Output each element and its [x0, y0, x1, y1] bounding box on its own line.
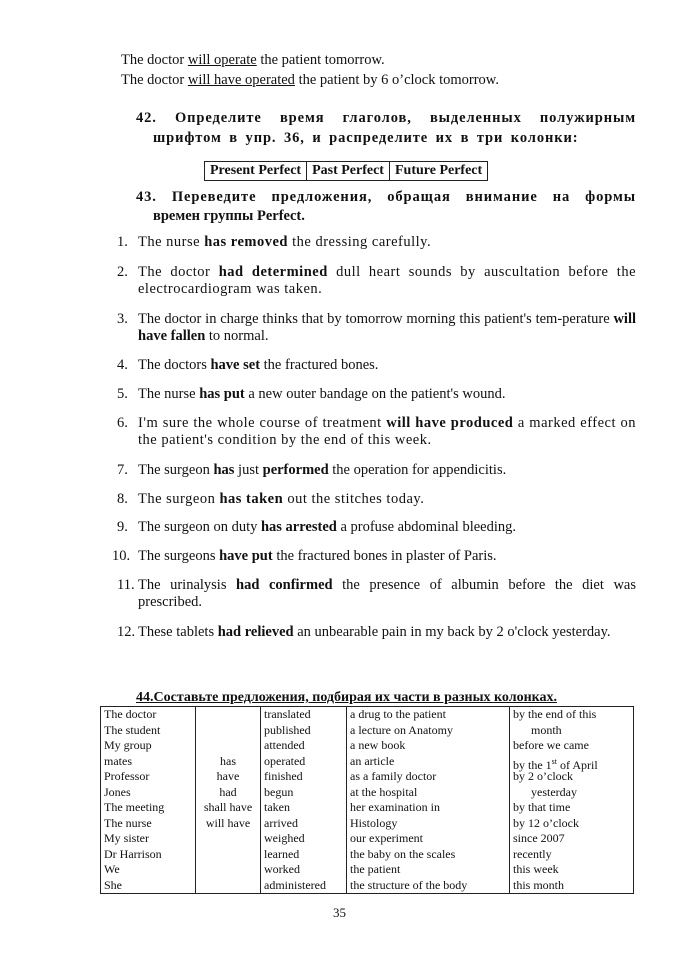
item-number: 4. — [117, 357, 128, 373]
table-cell: by 2 o’clock — [513, 769, 573, 783]
item-text: The doctors — [138, 357, 211, 373]
table-cell: weighed — [264, 831, 305, 845]
item-text: out the stitches today. — [283, 491, 425, 507]
list-item — [117, 264, 636, 298]
list-item — [117, 519, 636, 536]
table-cell: translated — [264, 707, 311, 721]
exercise-42-heading: 42. Определите время глаголов, выделенных полужирным — [136, 110, 636, 126]
bold-verb: has arrested — [260, 519, 337, 535]
item-number: 9. — [117, 519, 128, 535]
table-cell: the baby on the scales — [350, 846, 456, 861]
bold-verb: have put — [219, 548, 273, 564]
item-text: I'm sure the whole course of treatment — [138, 415, 387, 431]
table-cell: The student — [104, 722, 161, 737]
item-text: a new outer bandage on the patient's wound. — [244, 386, 506, 402]
table-cell: My group — [104, 738, 152, 752]
column-future-perfect: Future Perfect — [389, 162, 487, 181]
exercise-42-heading-cont: шрифтом в упр. 36, и распределите их в три колонки: — [153, 130, 579, 146]
item-text: The nurse — [138, 234, 205, 250]
tense-columns-table — [204, 161, 488, 181]
item-number: 1. — [117, 234, 128, 250]
item-number: 7. — [117, 462, 128, 478]
list-item — [117, 624, 636, 641]
cell-text: of April — [557, 757, 598, 772]
item-text: to normal. — [205, 328, 269, 344]
table-cell: a drug to the patient — [350, 707, 446, 721]
item-text: The urinalysis — [138, 577, 237, 593]
item-text: The surgeon — [138, 462, 214, 478]
table-cell: the patient — [350, 862, 401, 876]
item-text: The surgeons — [138, 548, 220, 564]
list-item — [117, 491, 636, 508]
list-item — [112, 548, 631, 565]
table-cell: finished — [264, 769, 303, 783]
bold-verb: will have produced — [386, 415, 514, 431]
table-cell: arrived — [264, 815, 298, 830]
column-past-perfect: Past Perfect — [307, 162, 390, 181]
item-text: These tablets — [138, 624, 218, 640]
table-cell: administered — [264, 877, 326, 892]
table-cell: shall have — [203, 800, 253, 814]
table-cell: since 2007 — [513, 831, 565, 845]
table-cell: her examination in — [350, 800, 440, 814]
table-cell: the structure of the body — [350, 877, 468, 892]
item-text: just — [234, 462, 263, 478]
exercise-44-heading: 44.Составьте предложения, подбирая их части в разных колонках. — [136, 690, 557, 705]
table-cell: The doctor — [104, 707, 157, 721]
example-text: the patient by 6 o’clock tomorrow. — [294, 72, 499, 88]
subjects-column — [101, 707, 196, 894]
table-cell: has — [220, 753, 236, 768]
table-cell: Dr Harrison — [104, 846, 162, 861]
item-number: 6. — [117, 415, 128, 431]
item-text: The doctor — [138, 264, 219, 280]
table-cell: She — [104, 877, 122, 892]
underlined-verb: will operate — [187, 52, 257, 68]
time-expressions-column — [510, 707, 634, 894]
item-text: The nurse — [138, 386, 200, 402]
list-item — [117, 462, 636, 479]
bold-verb: has — [213, 462, 235, 478]
example-sentence-future-perfect — [121, 71, 499, 89]
table-cell: We — [104, 862, 120, 876]
example-text: The doctor — [121, 72, 188, 88]
table-cell: by that time — [513, 800, 571, 814]
column-present-perfect: Present Perfect — [205, 162, 307, 181]
table-cell: The nurse — [104, 815, 152, 830]
table-cell: published — [264, 722, 311, 737]
item-number: 3. — [117, 311, 128, 327]
item-text: a marked effect on the patient's condition by the end of this week. — [138, 415, 636, 448]
item-text: the presence of albumin before the diet was prescribed. — [138, 577, 636, 610]
table-cell: our experiment — [350, 831, 423, 845]
list-item — [117, 577, 636, 611]
exercise-43-heading-cont: времен группы Perfect. — [153, 208, 305, 224]
bold-verb: had determined — [218, 264, 328, 280]
list-item — [117, 234, 636, 251]
bold-verb: will have fallen — [138, 311, 636, 344]
item-number: 8. — [117, 491, 128, 507]
table-cell: by the end of this — [513, 707, 597, 721]
item-text: the fractured bones. — [260, 357, 379, 373]
item-text: the fractured bones in plaster of Paris. — [272, 548, 497, 564]
table-cell: this month — [513, 877, 565, 892]
table-cell: by 12 o’clock — [513, 815, 579, 830]
example-sentence-future-simple — [121, 51, 385, 69]
objects-column — [347, 707, 510, 894]
table-cell: yesterday — [531, 784, 577, 799]
table-cell: have — [216, 769, 240, 783]
list-item — [117, 386, 636, 403]
bold-verb: performed — [262, 462, 329, 478]
table-cell: an article — [350, 753, 395, 768]
bold-verb: has removed — [204, 234, 288, 250]
item-number: 12. — [117, 624, 136, 640]
bold-verb: has taken — [219, 491, 284, 507]
bold-verb: have set — [210, 357, 261, 373]
table-cell: Jones — [104, 784, 131, 799]
item-text: The surgeon on duty — [138, 519, 261, 535]
underlined-verb: will have operated — [187, 72, 295, 88]
participles-column — [261, 707, 347, 894]
table-cell: taken — [264, 800, 290, 814]
item-number: 5. — [117, 386, 128, 402]
table-cell: learned — [264, 846, 300, 861]
table-cell: month — [531, 722, 562, 737]
table-cell: this week — [513, 862, 559, 876]
table-cell — [513, 754, 630, 770]
exercise-43-heading: 43. Переведите предложения, обращая внимание на формы — [136, 189, 636, 205]
item-text: a profuse abdominal bleeding. — [336, 519, 517, 535]
table-cell: begun — [264, 784, 294, 799]
item-number: 10. — [112, 548, 131, 564]
item-number: 2. — [117, 264, 128, 280]
table-cell: will have — [205, 815, 251, 830]
example-text: the patient tomorrow. — [256, 52, 385, 68]
table-cell: The meeting — [104, 800, 165, 814]
list-item — [117, 357, 636, 374]
page-number: 35 — [333, 905, 346, 920]
bold-verb: had confirmed — [236, 577, 333, 593]
sentence-parts-table — [100, 706, 634, 894]
table-cell: operated — [264, 753, 306, 768]
cell-text: by the 1 — [513, 757, 552, 772]
superscript: st — [551, 756, 558, 766]
table-cell: Professor — [104, 769, 150, 783]
item-text: the dressing carefully. — [287, 234, 432, 250]
item-number: 11. — [117, 577, 135, 593]
table-cell: a lecture on Anatomy — [350, 722, 453, 737]
table-cell: recently — [513, 846, 552, 861]
table-cell: attended — [264, 738, 305, 752]
list-item — [117, 311, 636, 345]
table-cell: before we came — [513, 738, 589, 752]
bold-verb: has put — [199, 386, 245, 402]
example-text: The doctor — [121, 52, 188, 68]
table-cell: as a family doctor — [350, 769, 437, 783]
table-cell: My sister — [104, 831, 149, 845]
table-cell: Histology — [350, 815, 398, 830]
bold-verb: had relieved — [217, 624, 294, 640]
item-text: the operation for appendicitis. — [328, 462, 507, 478]
item-text: an unbearable pain in my back by 2 o'clock yesterday. — [293, 624, 611, 640]
table-cell: mates — [104, 753, 132, 768]
item-text: dull heart sounds by auscultation before the electrocardiogram was taken. — [138, 264, 637, 297]
table-cell: worked — [264, 862, 300, 876]
list-item — [117, 415, 636, 449]
table-cell: at the hospital — [350, 784, 418, 799]
auxiliaries-column — [196, 707, 261, 894]
table-cell: had — [219, 784, 237, 799]
item-text: The surgeon — [138, 491, 220, 507]
item-text: The doctor in charge thinks that by tomorrow morning this patient's tem-perature — [138, 311, 614, 327]
table-cell: a new book — [350, 738, 406, 752]
